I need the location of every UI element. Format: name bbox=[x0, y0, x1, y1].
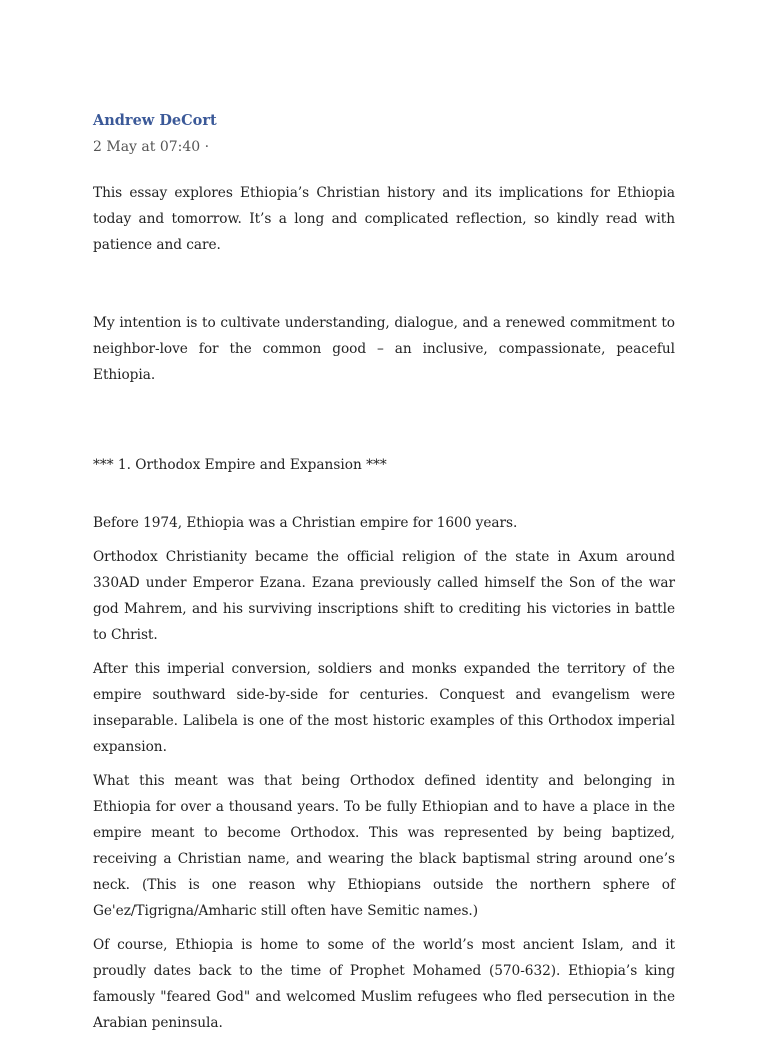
intro-paragraph-2: My intention is to cultivate understanding, dialogue, and a renewed commitment to neighbor-love for the common good – an inclusive, compassionate, peaceful Ethiopia. bbox=[93, 315, 675, 383]
section-paragraph-4: What this meant was that being Orthodox defined identity and belonging in Ethiopia for over a thousand years. To be fully Ethiopian and to have a place in the empire meant to become Orthodox. This was represented by being baptized, receiving a Christian name, and wearing the black baptismal string around one’s neck. (This is one reason why Ethiopians outside the northern sphere of Ge'ez/Tigrigna/Amharic still often have Semitic names.) bbox=[93, 773, 675, 919]
section-paragraph-3: After this imperial conversion, soldiers and monks expanded the territory of the empire southward side-by-side for centuries. Conquest and evangelism were inseparable. Lalibela is one of the most historic examples of this Orthodox imperial expansion. bbox=[93, 661, 675, 755]
intro-paragraph-1: This essay explores Ethiopia’s Christian history and its implications for Ethiopia today and tomorrow. It’s a long and complicated reflection, so kindly read with patience and care. bbox=[93, 185, 675, 253]
section-paragraph-2: Orthodox Christianity became the official religion of the state in Axum around 330AD under Emperor Ezana. Ezana previously called himself the Son of the war god Mahrem, and his surviving inscriptions shift to crediting his victories in battle to Christ. bbox=[93, 549, 675, 643]
author-name[interactable]: Andrew DeCort bbox=[93, 112, 217, 129]
section-paragraph-1: Before 1974, Ethiopia was a Christian empire for 1600 years. bbox=[93, 515, 518, 531]
document-page bbox=[93, 108, 675, 1044]
section-paragraph-5: Of course, Ethiopia is home to some of the world’s most ancient Islam, and it proudly dates back to the time of Prophet Mohamed (570-632). Ethiopia’s king famously "feared God" and welcomed Muslim refugees who fled persecution in the Arabian peninsula. bbox=[93, 937, 675, 1031]
post-timestamp[interactable]: 2 May at 07:40 · bbox=[93, 139, 210, 155]
section-heading: *** 1. Orthodox Empire and Expansion *** bbox=[93, 457, 387, 473]
